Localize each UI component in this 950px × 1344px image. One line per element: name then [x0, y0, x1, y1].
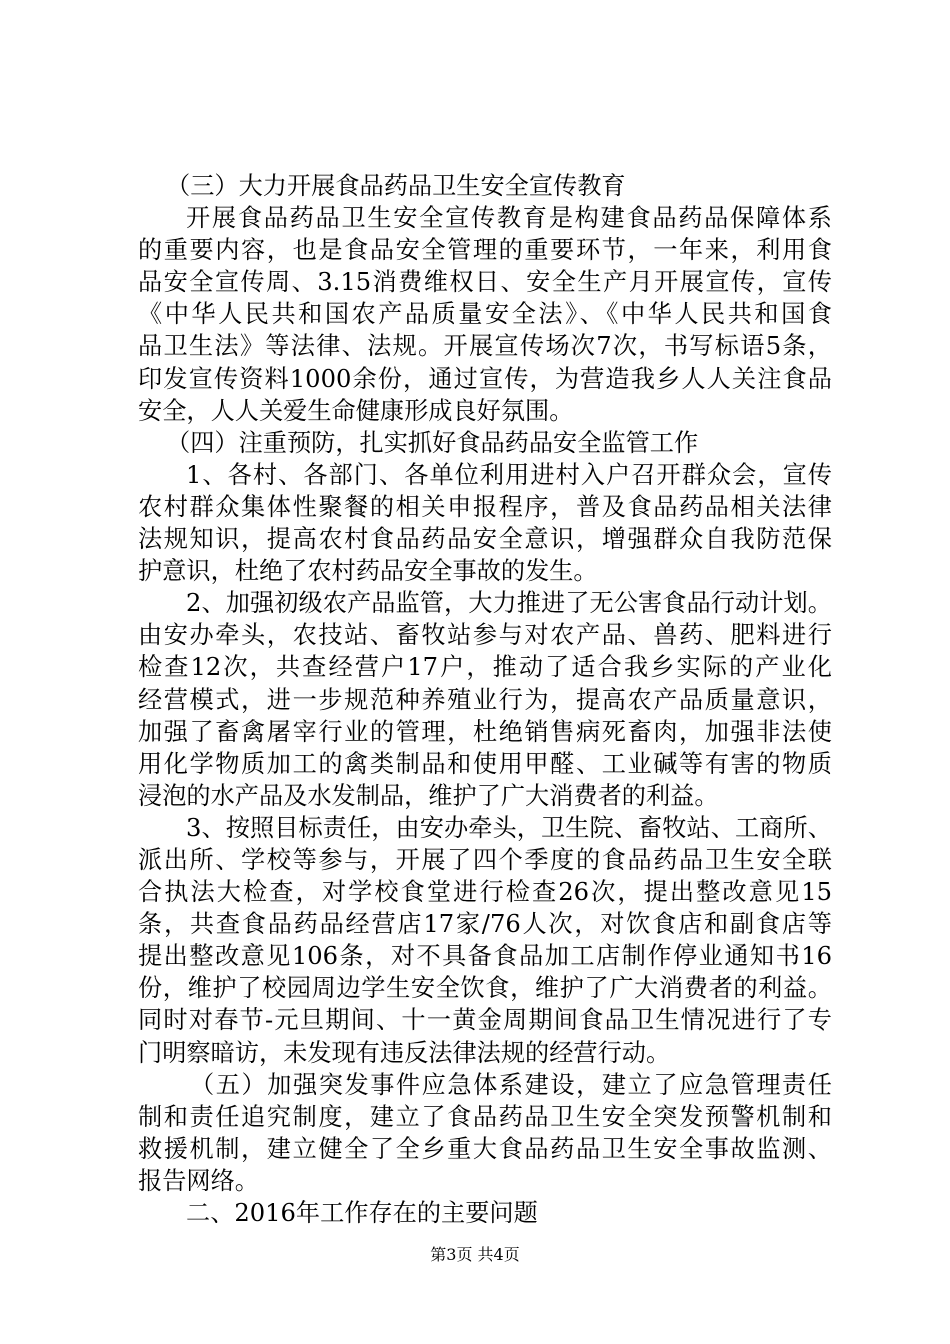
paragraph-line: 开展食品药品卫生安全宣传教育是构建食品药品保障体系 [186, 204, 832, 233]
paragraph-line: 法规知识，提高农村食品药品安全意识，增强群众自我防范保 [138, 525, 832, 554]
section-heading-4: （四）注重预防，扎实抓好食品药品安全监管工作 [166, 428, 699, 457]
paragraph-line: 制和责任追究制度，建立了食品药品卫生安全突发预警机制和 [138, 1102, 832, 1131]
section-heading-5: （五）加强突发事件应急体系建设，建立了应急管理责任 [190, 1070, 832, 1099]
paragraph-line: 门明察暗访，未发现有违反法律法规的经营行动。 [138, 1038, 671, 1067]
paragraph-line: 印发宣传资料1000余份，通过宣传，为营造我乡人人关注食品 [138, 364, 832, 393]
paragraph-line: 同时对春节-元旦期间、十一黄金周期间食品卫生情况进行了专 [138, 1006, 832, 1035]
paragraph-line: 护意识，杜绝了农村药品安全事故的发生。 [138, 557, 598, 586]
paragraph-line: 品卫生法》等法律、法规。开展宣传场次7次，书写标语5条， [138, 332, 832, 361]
page-number-footer: 第3页 共4页 [430, 1245, 520, 1264]
paragraph-line: 2、加强初级农产品监管，大力推进了无公害食品行动计划。 [186, 589, 832, 618]
document-body [138, 170, 832, 1229]
section-heading-3: （三）大力开展食品药品卫生安全宣传教育 [166, 172, 626, 200]
paragraph-line: 份，维护了校园周边学生安全饮食，维护了广大消费者的利益。 [138, 974, 832, 1003]
paragraph-line: 3、按照目标责任，由安办牵头，卫生院、畜牧站、工商所、 [186, 813, 832, 842]
paragraph-line: 合执法大检查，对学校食堂进行检查26次，提出整改意见15 [138, 878, 832, 907]
paragraph-line: 加强了畜禽屠宰行业的管理，杜绝销售病死畜肉，加强非法使 [138, 717, 832, 746]
paragraph-line: 检查12次，共查经营户17户，推动了适合我乡实际的产业化 [138, 653, 832, 682]
paragraph-line: 派出所、学校等参与，开展了四个季度的食品药品卫生安全联 [138, 845, 832, 874]
paragraph-line: 提出整改意见106条，对不具备食品加工店制作停业通知书16 [138, 942, 832, 971]
paragraph-line: 条，共查食品药品经营店17家/76人次，对饮食店和副食店等 [138, 910, 832, 939]
paragraph-line: 用化学物质加工的禽类制品和使用甲醛、工业碱等有害的物质 [138, 749, 832, 778]
paragraph-line: 安全，人人关爱生命健康形成良好氛围。 [138, 396, 574, 425]
paragraph-line: 1、各村、各部门、各单位利用进村入户召开群众会，宣传 [186, 460, 832, 489]
paragraph-line: 经营模式，进一步规范种养殖业行为，提高农产品质量意识， [138, 685, 832, 714]
paragraph-line: 救援机制，建立健全了全乡重大食品药品卫生安全事故监测、 [138, 1134, 832, 1163]
chapter-heading-2: 二、2016年工作存在的主要问题 [186, 1199, 538, 1227]
paragraph-line: 的重要内容，也是食品安全管理的重要环节，一年来，利用食 [138, 236, 832, 265]
paragraph-line: 品安全宣传周、3.15消费维权日、安全生产月开展宣传，宣传 [138, 268, 832, 297]
paragraph-line: 由安办牵头，农技站、畜牧站参与对农产品、兽药、肥料进行 [138, 621, 832, 650]
paragraph-line: 《中华人民共和国农产品质量安全法》、《中华人民共和国食 [138, 300, 832, 329]
paragraph-line: 农村群众集体性聚餐的相关申报程序，普及食品药品相关法律 [138, 492, 832, 521]
paragraph-line: 报告网络。 [138, 1166, 259, 1195]
paragraph-line: 浸泡的水产品及水发制品，维护了广大消费者的利益。 [138, 781, 719, 810]
